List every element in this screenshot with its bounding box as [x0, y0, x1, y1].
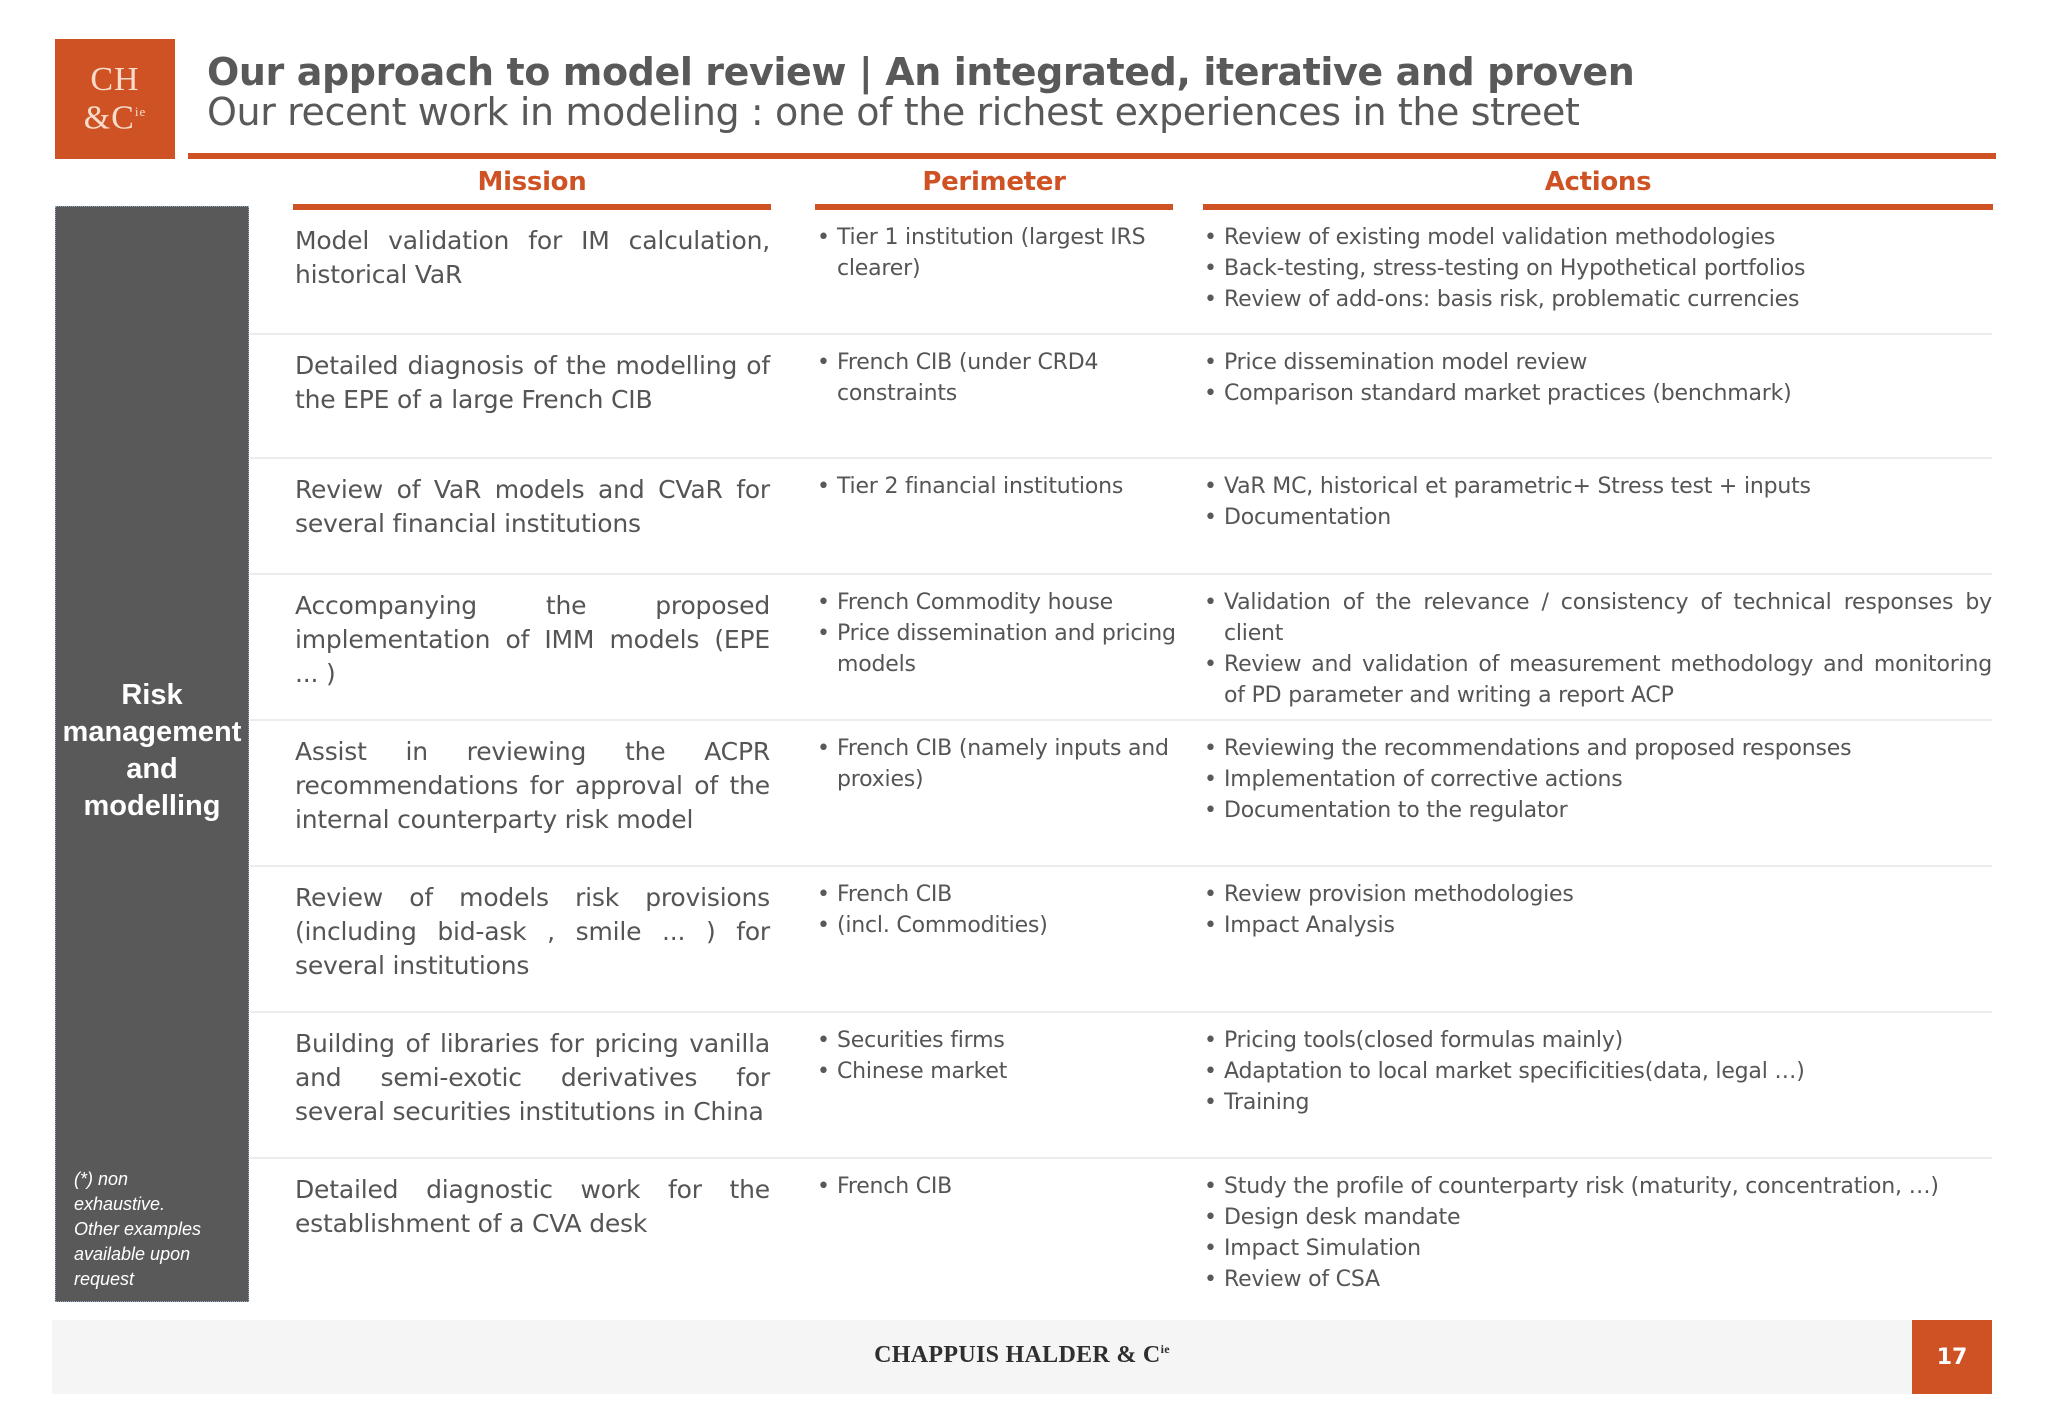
- column-header-mission: Mission: [477, 167, 587, 197]
- list-item: • Impact Analysis: [1202, 910, 1992, 941]
- perimeter-list: [815, 733, 1177, 795]
- table-row: [250, 721, 1992, 867]
- list-item: • Chinese market: [815, 1056, 1177, 1087]
- category-sidebar: [55, 206, 249, 1302]
- table-row: [250, 1013, 1992, 1159]
- table-row: [250, 335, 1992, 459]
- page-subtitle: Our recent work in modeling : one of the richest experiences in the street: [207, 90, 1580, 134]
- table-row: [250, 210, 1992, 335]
- column-header-perimeter: Perimeter: [922, 167, 1066, 197]
- actions-list: [1202, 222, 1992, 315]
- mission-text: Accompanying the proposed implementation of IMM models (EPE ... ): [295, 591, 770, 688]
- list-item: • Validation of the relevance / consistency of technical responses by client: [1202, 587, 1992, 649]
- perimeter-list: [815, 1025, 1177, 1087]
- page-number: 17: [1912, 1320, 1992, 1394]
- perimeter-list: [815, 347, 1177, 409]
- list-item: • Reviewing the recommendations and proposed responses: [1202, 733, 1992, 764]
- list-item: • Documentation to the regulator: [1202, 795, 1992, 826]
- perimeter-list: [815, 222, 1177, 284]
- list-item: • Review of add-ons: basis risk, problematic currencies: [1202, 284, 1992, 315]
- actions-list: [1202, 1025, 1992, 1118]
- actions-list: [1202, 347, 1992, 409]
- list-item: • French Commodity house: [815, 587, 1177, 618]
- list-item: • Pricing tools(closed formulas mainly): [1202, 1025, 1992, 1056]
- mission-text: Review of VaR models and CVaR for several financial institutions: [295, 475, 770, 538]
- list-item: • Tier 2 financial institutions: [815, 471, 1177, 502]
- column-header-actions: Actions: [1544, 167, 1652, 197]
- title-divider: [188, 153, 1996, 159]
- list-item: • Documentation: [1202, 502, 1992, 533]
- list-item: • French CIB: [815, 879, 1177, 910]
- list-item: • Review provision methodologies: [1202, 879, 1992, 910]
- list-item: • Design desk mandate: [1202, 1202, 1992, 1233]
- actions-list: [1202, 733, 1992, 826]
- perimeter-list: [815, 471, 1177, 502]
- list-item: • Adaptation to local market specificities(data, legal …): [1202, 1056, 1992, 1087]
- list-item: • French CIB (namely inputs and proxies): [815, 733, 1177, 795]
- list-item: • Implementation of corrective actions: [1202, 764, 1992, 795]
- list-item: • Price dissemination model review: [1202, 347, 1992, 378]
- actions-list: [1202, 879, 1992, 941]
- list-item: • Price dissemination and pricing models: [815, 618, 1177, 680]
- mission-text: Detailed diagnostic work for the establishment of a CVA desk: [295, 1175, 770, 1238]
- table-row: [250, 459, 1992, 575]
- list-item: • Training: [1202, 1087, 1992, 1118]
- actions-list: [1202, 1171, 1992, 1295]
- list-item: • Study the profile of counterparty risk (maturity, concentration, …): [1202, 1171, 1992, 1202]
- list-item: • Tier 1 institution (largest IRS clearer): [815, 222, 1177, 284]
- actions-list: [1202, 587, 1992, 711]
- list-item: • Impact Simulation: [1202, 1233, 1992, 1264]
- actions-list: [1202, 471, 1992, 533]
- table-row: [250, 1159, 1992, 1319]
- mission-text: Assist in reviewing the ACPR recommendations for approval of the internal counterparty risk model: [295, 737, 770, 834]
- footer-brand: CHAPPUIS HALDER & $C^{ie}$: [874, 1342, 1170, 1368]
- perimeter-list: [815, 587, 1177, 680]
- list-item: • French CIB (under CRD4 constraints: [815, 347, 1177, 409]
- page-title: Our approach to model review | An integrated, iterative and proven: [207, 50, 1635, 94]
- list-item: • (incl. Commodities): [815, 910, 1177, 941]
- list-item: • Back-testing, stress-testing on Hypothetical portfolios: [1202, 253, 1992, 284]
- mission-text: Building of libraries for pricing vanilla and semi-exotic derivatives for several securities institutions in China: [295, 1029, 770, 1126]
- logo-line-1: CH: [90, 60, 140, 98]
- list-item: • French CIB: [815, 1171, 1177, 1202]
- logo-line-2: $\&C^{ie}$: [83, 99, 147, 137]
- perimeter-list: [815, 1171, 1177, 1202]
- list-item: • Review and validation of measurement methodology and monitoring of PD parameter and writing a report ACP: [1202, 649, 1992, 711]
- mission-text: Detailed diagnosis of the modelling of the EPE of a large French CIB: [295, 351, 770, 414]
- list-item: • VaR MC, historical et parametric+ Stress test + inputs: [1202, 471, 1992, 502]
- list-item: • Comparison standard market practices (benchmark): [1202, 378, 1992, 409]
- list-item: • Review of CSA: [1202, 1264, 1992, 1295]
- list-item: • Securities firms: [815, 1025, 1177, 1056]
- disclaimer-note: (*) non exhaustive. Other examples available upon request: [74, 1169, 202, 1289]
- table-row: [250, 867, 1992, 1013]
- mission-text: Review of models risk provisions (including bid-ask , smile ... ) for several institutions: [295, 883, 770, 980]
- mission-text: Model validation for IM calculation, historical VaR: [295, 226, 770, 289]
- company-logo: [55, 39, 175, 159]
- category-label: Risk management and modelling: [62, 679, 242, 822]
- footer: [52, 1320, 1992, 1394]
- perimeter-list: [815, 879, 1177, 941]
- table-row: [250, 575, 1992, 721]
- list-item: • Review of existing model validation methodologies: [1202, 222, 1992, 253]
